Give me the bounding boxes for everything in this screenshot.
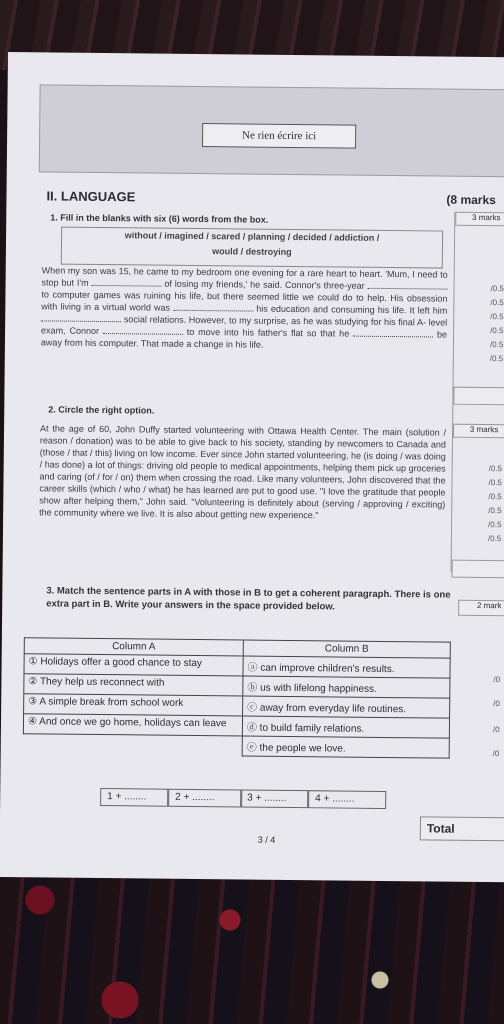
word-box-line-1: without / imagined / scared / planning / decided / addiction /: [124, 230, 380, 243]
q3-marks: 2 mark: [458, 600, 504, 617]
blank-2[interactable]: [368, 288, 448, 290]
q3-instruction: 3. Match the sentence parts in A with those in B to get a coherent paragraph. There is one extra part in B. Write your answers in the space provided below.: [46, 585, 451, 613]
point-14: /0: [493, 699, 500, 709]
total-box[interactable]: Total: [420, 816, 504, 841]
blank-5[interactable]: [103, 333, 183, 335]
point-4: /0.5: [490, 326, 504, 336]
blank-4[interactable]: [41, 320, 121, 322]
column-b-item-e: ⓔ the people we love.: [242, 736, 449, 758]
q1-part-5: social relations. However, to my surprise, as he was studying for his final A- level exam, Connor: [41, 314, 448, 336]
point-1: /0.5: [490, 284, 504, 294]
point-6: /0.5: [489, 354, 504, 364]
empty-cell: [23, 734, 242, 756]
q2-text: At the age of 60, John Duffy started volunteering with Ottawa Health Center. The main (solution / reason / donation) was to be able to give back to his society, standing by newcomers to Canada and (those / that / this) living on low income. Ever since John started volunteering, he (is doing / was doing / has done) a lot of things: driving old people to medical appointments, helping them pick up groceries and caring (of / for / on) them when crossing the road. Like many volunteers, John discovered that the career skills (which / who / what) he has learned are put to good use. "I love the gratitude that people show after helping them," John said. "Volunteering is definitely about (serving / approving / exciting) the community where we live. It is also about getting new experience.": [39, 423, 447, 521]
point-10: /0.5: [488, 506, 502, 516]
blank-3[interactable]: [173, 310, 253, 312]
column-b-item-a: ⓐ can improve children's results.: [243, 656, 450, 678]
marks-column: [451, 212, 504, 573]
point-7: /0.5: [488, 464, 503, 474]
answer-box-3[interactable]: 3 + ........: [240, 789, 308, 808]
point-15: /0: [492, 725, 500, 735]
column-b-item-b: ⓑ us with lifelong happiness.: [243, 676, 450, 698]
column-a-item-2: ② They help us reconnect with: [24, 674, 243, 696]
section-marks: (8 marks: [446, 192, 496, 208]
column-b-item-c: ⓒ away from everyday life routines.: [243, 696, 450, 718]
blank-6[interactable]: [353, 336, 433, 338]
point-11: /0.5: [488, 520, 502, 530]
answer-box-4[interactable]: 4 + ........: [308, 790, 386, 809]
q1-part-1: When my son was 15, he came to my bedroom one evening for a rare heart to heart. 'Mum, I need to stop but I'm: [41, 265, 448, 288]
section-title: II. LANGUAGE: [46, 188, 136, 205]
point-5: /0.5: [489, 340, 504, 350]
q1-part-2: of losing my friends,' he said. Connor's three-year: [164, 278, 365, 291]
q1-text: [41, 264, 448, 352]
point-9: /0.5: [488, 492, 502, 502]
point-3: /0.5: [490, 312, 504, 322]
column-a-header: Column A: [24, 638, 243, 656]
point-12: /0.5: [487, 534, 502, 544]
word-box-line-2: would / destroying: [212, 246, 292, 257]
answer-box-1[interactable]: 1 + ........: [100, 788, 168, 807]
q1-part-6: to move into his father's flat so that he: [186, 326, 350, 339]
page-number: 3 / 4: [257, 834, 276, 845]
exam-page: [0, 52, 504, 882]
column-a-item-1: ① Holidays offer a good chance to stay: [24, 654, 243, 676]
q1-part-3: to computer games was ruining his life, but there seemed little we could do to help. His obsession with living in a virtual world was: [41, 289, 448, 313]
point-13: /0: [493, 675, 501, 685]
column-b-header: Column B: [243, 640, 450, 658]
background-fabric-bottom: [0, 860, 504, 1024]
match-table: [23, 637, 451, 758]
q2-marks: 3 marks: [453, 424, 504, 439]
column-a-item-3: ③ A simple break from school work: [24, 694, 243, 716]
point-16: /0: [492, 749, 500, 759]
column-b-item-d: ⓓ to build family relations.: [242, 716, 449, 738]
score-box-1[interactable]: [453, 387, 504, 406]
q1-marks: 3 marks: [455, 212, 504, 227]
point-2: /0.5: [490, 298, 504, 308]
header-box: [39, 84, 504, 177]
point-8: /0.5: [488, 478, 502, 488]
score-box-2[interactable]: [452, 560, 504, 579]
column-a-item-4: ④ And once we go home, holidays can leave: [23, 714, 242, 736]
q2-instruction: 2. Circle the right option.: [48, 404, 155, 416]
q1-instruction: 1. Fill in the blanks with six (6) words from the box.: [50, 212, 269, 225]
q1-part-4: his education and consuming his life. It left him: [256, 303, 448, 316]
blank-1[interactable]: [91, 285, 161, 287]
word-box: [61, 227, 443, 269]
q1-part-7: be away from his computer. That made a change in his life.: [40, 329, 448, 350]
do-not-write-notice: Ne rien écrire ici: [202, 123, 356, 149]
answer-box-2[interactable]: 2 + ........: [168, 789, 242, 808]
